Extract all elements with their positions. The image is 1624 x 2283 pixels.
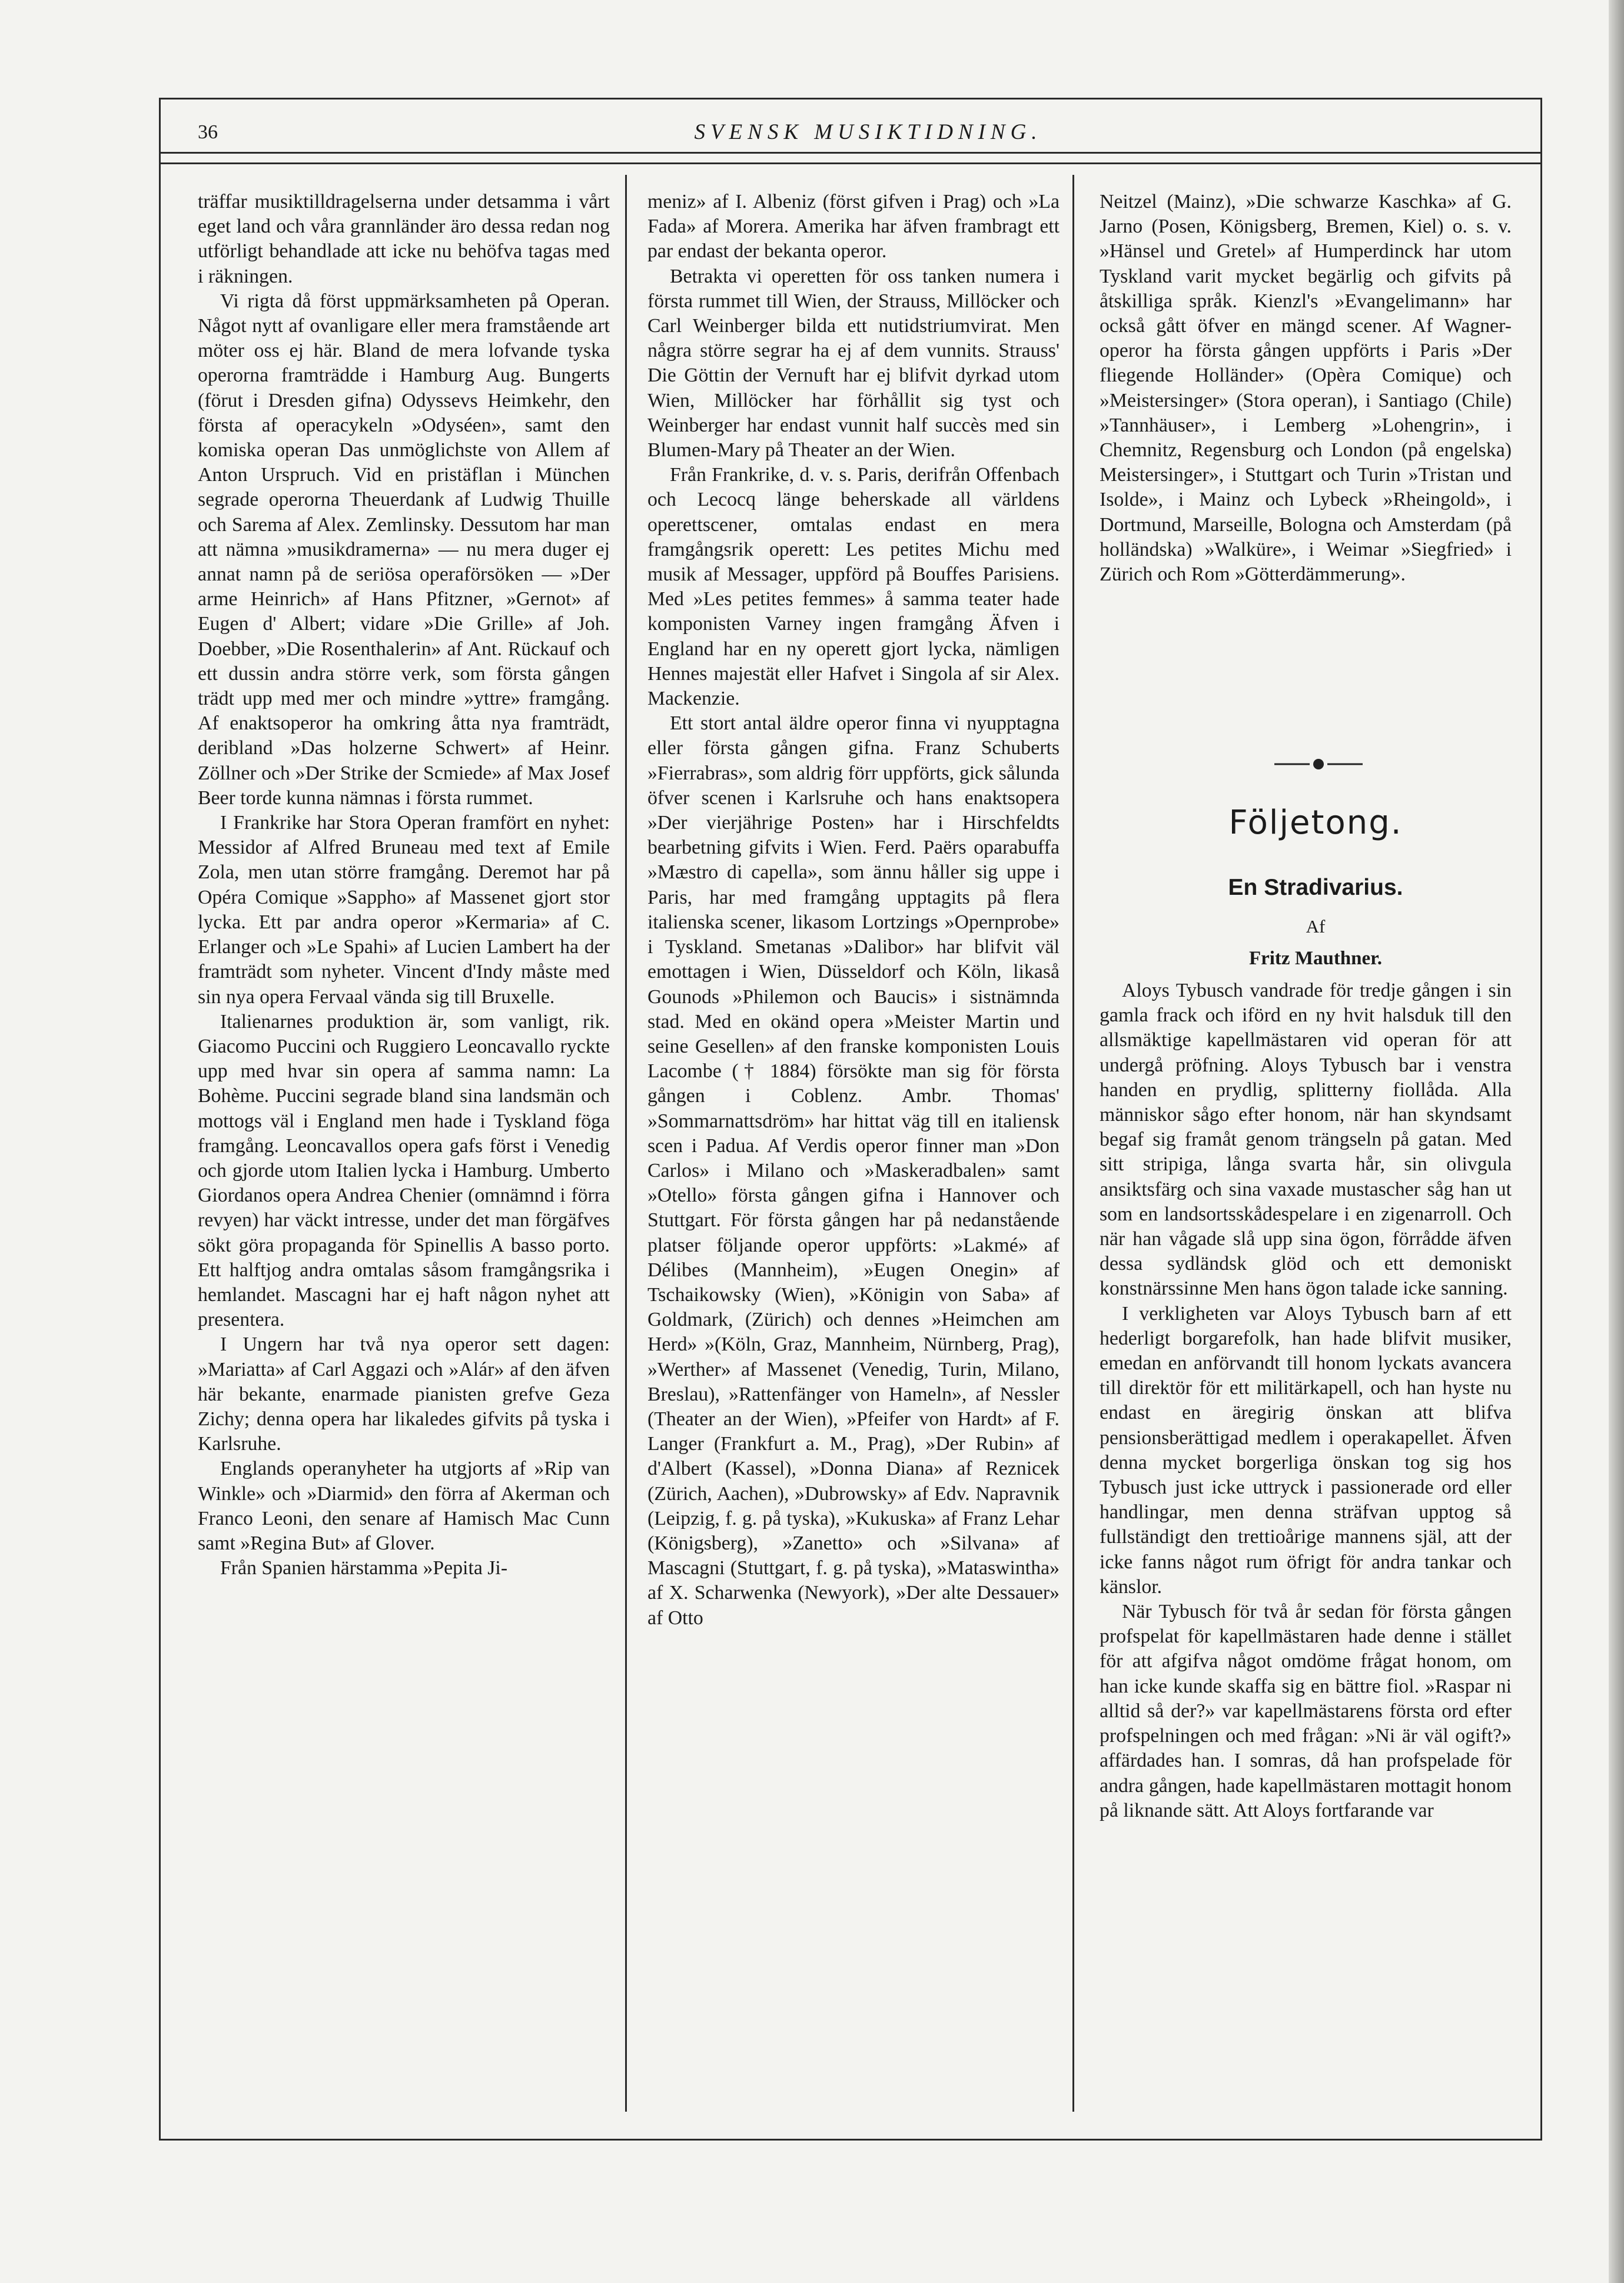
- story-author: Fritz Mauthner.: [1248, 948, 1383, 969]
- paragraph: Aloys Tybusch vandrade för tredje gången i sin gamla frack och iförd en ny hvit halsduk till den allsmäktige kapellmästaren vid operan för att undergå pröfning. Aloys Tybusch bar i venstra handen en prydlig, splitterny fiollåda. Alla människor sågo efter honom, när han skyndsamt begaf sig framåt genom trängseln på gatan. Med sitt stripiga, långa svarta hår, sin olivgula ansiktsfärg och sina vaxade mustascher såg han ut som en landsortsskådespelare i en zigenarroll. Och när han vågade slå upp sina ögon, förrådde äfven dessa sydländsk glöd och ett demoniskt konstnärssinne Men hans ögon talade icke sanning.: [1100, 980, 1512, 1300]
- column-rule-2: [1072, 175, 1074, 2112]
- page-edge-shadow: [1609, 0, 1624, 2283]
- paragraph: Vi rigta då först uppmärksamheten på Operan. Något nytt af ovanligare eller mera framstående art möter oss ej här. Bland de mera lofvande tyska operorna framträdde i Hamburg Aug. Bungerts (förut i Dresden gifna) Odyssevs Heimkehr, den första af operacykeln »Odyséen», samt den komiska operan Das unmöglichste von Allem af Anton Urspruch. Vid en pristäflan i München segrade operorna Theuerdank af Ludwig Thuille och Sarema af Alex. Zemlinsky. Dessutom har man att nämna »musikdramerna» — nu mera duger ej annat namn på de seriösa operaförsöken — »Der arme Heinrich» af Hans Pfitzner, »Gernot» af Eugen d' Albert; vidare »Die Grille» af Joh. Doebber, »Die Rosenthalerin» af Ant. Rückauf och ett dussin andra större verk, som första gången trädt upp med mer och mindre »yttre» framgång. Af enaktsoperor ha omkring åtta nya framträdt, deribland »Das holzerne Schwert» af Heinr. Zöllner och »Der Strike der Scmiede» af Max Josef Beer torde kunna nämnas i första rummet.: [198, 290, 610, 809]
- page-number: 36: [198, 121, 218, 143]
- paragraph: I Ungern har två nya operor sett dagen: »Mariatta» af Carl Aggazi och »Alár» af den äfven här bekante, enarmade pianisten grefve Geza Zichy; denna opera har likaledes gifvits på tyska i Karlsruhe.: [198, 1333, 610, 1455]
- column-1: [198, 190, 610, 1581]
- paragraph: Från Frankrike, d. v. s. Paris, derifrån Offenbach och Lecocq länge beherskade all världens operettscener, omtalas endast en mera framgångsrik operett: Les petites Michu med musik af Messager, uppförd på Bouffes Parisiens. Med »Les petites femmes» å samma teater hade komponisten Varney ingen framgång Äfven i England har en ny operett gjort lycka, nämligen Hennes majestät eller Hafvet i Singola af sir Alex. Mackenzie.: [647, 464, 1060, 710]
- paragraph: Neitzel (Mainz), »Die schwarze Kaschka» af G. Jarno (Posen, Königsberg, Bremen, Kiel) o. s. v. »Hänsel und Gretel» af Humperdinck har utom Tyskland varit mycket begärlig och gifvits på åtskilliga språk. Kienzl's »Evangelimann» har också gått öfver en mängd scener. Af Wagner-operor ha första gången uppförts i Paris »Der fliegende Holländer» (Opèra Comique) och »Meistersinger» (Stora operan), i Santiago (Chile) »Tannhäuser», i Lemberg »Lohengrin», i Chemnitz, Regensburg och London (på engelska) Meistersinger», i Stuttgart och Turin »Tristan und Isolde», i Mainz och Lybeck »Rheingold», i Dortmund, Marseille, Bologna och Amsterdam (på holländska) »Walküre», i Weimar »Siegfried» i Zürich och Rom »Götterdämmerung».: [1100, 191, 1512, 586]
- story-title: En Stradivarius.: [1228, 875, 1403, 900]
- column-3: [1100, 190, 1512, 587]
- column-rule-1: [625, 175, 627, 2112]
- running-title: SVENSK MUSIKTIDNING.: [694, 120, 1042, 144]
- header-rule-bottom: [159, 162, 1542, 164]
- paragraph: I Frankrike har Stora Operan framfört en nyhet: Messidor af Alfred Bruneau med text af Emile Zola, men utan större framgång. Deremot har på Opéra Comique »Sappho» af Massenet gjort stor lycka. Ett par andra operor »Kermaria» af C. Erlanger och »Le Spahi» af Lucien Lambert ha der framträdt som nyheter. Vincent d'Indy måste med sin nya opera Fervaal vända sig till Bruxelle.: [198, 812, 610, 1008]
- column-2: [647, 190, 1060, 1631]
- paragraph: Ett stort antal äldre operor finna vi nyupptagna eller första gången gifna. Franz Schuberts »Fierrabras», som aldrig förr uppförts, gick sålunda öfver scenen i Karlsruhe och hans enaktsopera »Der vierjährige Posten» har i Hirschfeldts bearbetning gifvits i Wien. Ferd. Paërs oparabuffa »Mæstro di capella», som ännu håller sig uppe i Paris, har med framgång upptagits på flera italienska scener, likasom Lortzings »Opernprobe» i Tyskland. Smetanas »Dalibor» har blifvit väl emottagen i Wien, Düsseldorf och Köln, likaså Gounods »Philemon och Baucis» i sistnämnda stad. Med en okänd opera »Meister Martin und seine Gesellen» af den franske komponisten Louis Lacombe († 1884) försökte man sig för första gången i Coblenz. Ambr. Thomas' »Sommarnattsdröm» har hittat väg till en italiensk scen i Padua. Af Verdis operor finner man »Don Carlos» i Milano och »Maskeradbalen» samt »Otello» första gången gifna i Hannover och Stuttgart. För första gången har på nedanstående platser följande operor uppförts: »Lakmé» af Délibes (Mannheim), »Eugen Onegin» af Tschaikowsky (Wien), »Königin von Saba» af Goldmark, (Zürich) och dennes »Heimchen am Herd» »(Köln, Graz, Mannheim, Nürnberg, Prag), »Werther» af Massenet (Venedig, Turin, Milano, Breslau), »Rattenfänger von Hameln», af Nessler (Theater an der Wien), »Pfeifer von Hardt» af F. Langer (Frankfurt a. M., Prag), »Der Rubin» af d'Albert (Kassel), »Donna Diana» af Reznicek (Zürich, Aachen), »Dubrowsky» af Edv. Napravnik (Leipzig, f. g. på tyska), »Kukuska» af Franz Lehar (Königsberg), »Zanetto» och »Silvana» af Mascagni (Stuttgart, f. g. på tyska), »Mataswintha» af X. Scharwenka (Newyork), »Der alte Dessauer» af Otto: [647, 712, 1060, 1629]
- header-rule-top: [159, 152, 1542, 154]
- feuilleton-body: [1100, 978, 1512, 1823]
- paragraph: Italienarnes produktion är, som vanligt, rik. Giacomo Puccini och Ruggiero Leoncavallo ryckte upp med hvar sin opera af samma namn: La Bohème. Puccini segrade bland sina landsmän och mottogs väl i England men hade i Tyskland föga framgång. Leoncavallos opera gafs först i Venedig och gjorde utom Italien lycka i Hamburg. Umberto Giordanos opera Andrea Chenier (omnämnd i förra revyen) har väckt intresse, under det man förgäfves sökt göra propaganda för Spinellis A basso porto. Ett halftjog andra omtalas såsom framgångsrika i hemlandet. Mascagni har ej haft någon nyhet att presentera.: [198, 1010, 610, 1331]
- paragraph: I verkligheten var Aloys Tybusch barn af ett hederligt borgarefolk, han hade blifvit musiker, emedan en anförvandt till honom lyckats avancera till direktör för ett militärkapell, och han hyste nu endast en äregirig önskan att blifva pensionsberättigad medlem i operakapellet. Äfven denna mycket borgerliga önskan tog sig hos Tybusch just icke uttryck i passionerade ord eller handlingar, men denna sträfvan upptog så fullständigt den trettioårige mannens själ, att der icke fanns något rum öfrigt för andra tankar och känslor.: [1100, 1302, 1512, 1598]
- paragraph: träffar musiktilldragelserna under detsamma i vårt eget land och våra grannländer äro dessa redan nog utförligt behandlade att icke nu behöfva tagas med i räkningen.: [198, 191, 610, 287]
- paragraph: meniz» af I. Albeniz (först gifven i Prag) och »La Fada» af Morera. Amerika har äfven frambragt ett par endast der bekanta operor.: [647, 191, 1060, 263]
- paragraph: Från Spanien härstamma »Pepita Ji-: [220, 1557, 508, 1579]
- section-divider-ornament: [1271, 752, 1366, 776]
- story-byline-prefix: Af: [1306, 916, 1326, 937]
- paragraph: Betrakta vi operetten för oss tanken numera i första rummet till Wien, der Strauss, Millöcker och Carl Weinberger bilda ett nutidstriumvirat. Men några större segrar ha ej af dem vunnits. Strauss' Die Göttin der Vernuft har ej blifvit dyrkad utom Wien, Millöcker har förhållit sig tyst och Weinberger har endast vunnit half succès med sin Blumen-Mary på Theater an der Wien.: [647, 265, 1060, 462]
- paragraph: När Tybusch för två år sedan för första gången profspelat för kapellmästaren hade denne i stället för att afgifva något omdöme frågat honom, om han icke kunde skaffa sig en bättre fiol. »Raspar ni alltid så der?» var kapellmästarens första ord efter profspelningen och med frågan: »Ni är väl ogift?» affärdades han. I somras, då han profspelade för andra gången, hade kapellmästaren mottagit honom på liknande sätt. Att Aloys fortfarande var: [1100, 1601, 1512, 1821]
- paragraph: Englands operanyheter ha utgjorts af »Rip van Winkle» och »Diarmid» den förra af Akerman och Franco Leoni, den senare af Hamisch Mac Cunn samt »Regina But» af Glover.: [198, 1458, 610, 1554]
- feuilleton-heading: Följetong.: [1228, 804, 1403, 842]
